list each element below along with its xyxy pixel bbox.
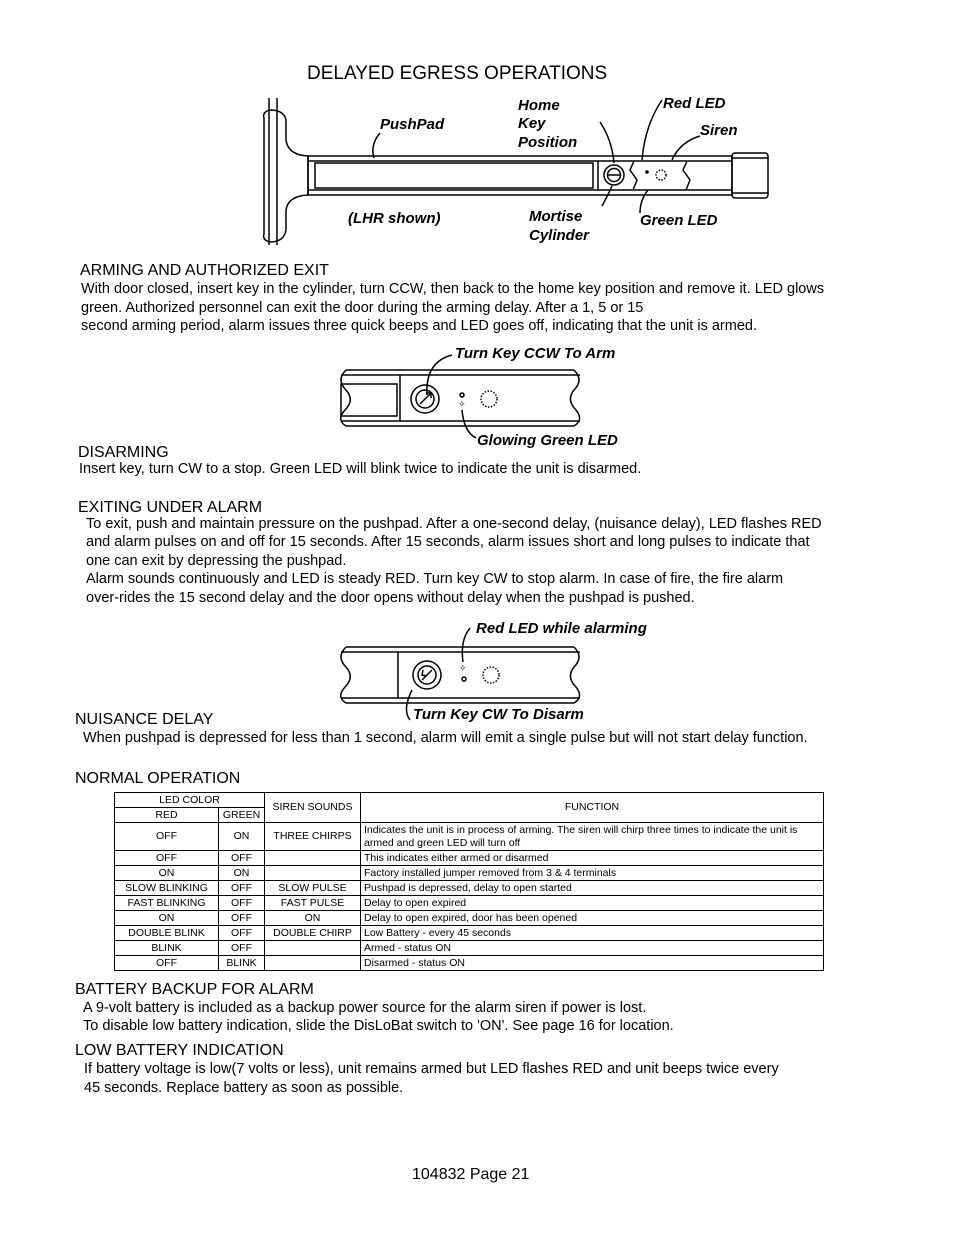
battery-heading: BATTERY BACKUP FOR ALARM: [75, 981, 314, 998]
mortise-label-line2: Cylinder: [529, 227, 590, 244]
function-cell: Factory installed jumper removed from 3 & 4 terminals: [361, 866, 824, 881]
siren-cell: FAST PULSE: [265, 896, 361, 911]
red-cell: ON: [115, 866, 219, 881]
siren-cell: [265, 866, 361, 881]
svg-text:✧: ✧: [459, 664, 467, 674]
turn-key-ccw-label: Turn Key CCW To Arm: [455, 345, 616, 362]
red-led-label: Red LED: [663, 95, 726, 112]
page-footer: 104832 Page 21: [412, 1166, 530, 1183]
exiting-line-5: over-rides the 15 second delay and the door opens without delay when the pushpad is pushed.: [86, 590, 695, 606]
table-row: [115, 851, 824, 866]
home-key-label-line2: Key: [518, 115, 546, 132]
svg-text:✧: ✧: [458, 400, 466, 410]
siren-cell: [265, 851, 361, 866]
table-row: [115, 866, 824, 881]
siren-label: Siren: [700, 122, 738, 139]
green-cell: OFF: [219, 881, 265, 896]
disarming-heading: DISARMING: [78, 444, 169, 461]
siren-cell: [265, 941, 361, 956]
green-cell: OFF: [219, 926, 265, 941]
siren-cell: DOUBLE CHIRP: [265, 926, 361, 941]
home-key-label-line1: Home: [518, 97, 560, 114]
lhr-label: (LHR shown): [348, 210, 441, 227]
battery-line-1: A 9-volt battery is included as a backup power source for the alarm siren if power is lost.: [83, 1000, 647, 1016]
turn-key-cw-label: Turn Key CW To Disarm: [413, 706, 584, 723]
siren-cell: SLOW PULSE: [265, 881, 361, 896]
table-row: [115, 896, 824, 911]
arming-line-3: second arming period, alarm issues three quick beeps and LED goes off, indicating that the unit is armed.: [81, 318, 757, 334]
table-row: [115, 941, 824, 956]
siren-cell: [265, 956, 361, 971]
exiting-heading: EXITING UNDER ALARM: [78, 499, 263, 516]
low-battery-heading: LOW BATTERY INDICATION: [75, 1042, 284, 1059]
exiting-line-3: one can exit by depressing the pushpad.: [86, 553, 347, 569]
battery-line-2: To disable low battery indication, slide the DisLoBat switch to 'ON'. See page 16 for location.: [83, 1018, 674, 1034]
function-cell: Delay to open expired: [361, 896, 824, 911]
table-row: [115, 926, 824, 941]
glowing-green-led-label: Glowing Green LED: [477, 432, 618, 449]
siren-cell: THREE CHIRPS: [265, 823, 361, 851]
green-cell: OFF: [219, 911, 265, 926]
arming-heading: ARMING AND AUTHORIZED EXIT: [80, 262, 329, 279]
function-cell: Delay to open expired, door has been opened: [361, 911, 824, 926]
exiting-line-4: Alarm sounds continuously and LED is steady RED. Turn key CW to stop alarm. In case of fire, the fire alarm: [86, 571, 784, 587]
table-row: [115, 956, 824, 971]
disarming-text: Insert key, turn CW to a stop. Green LED will blink twice to indicate the unit is disarmed.: [79, 461, 642, 477]
low-battery-line-1: If battery voltage is low(7 volts or less), unit remains armed but LED flashes RED and unit beeps twice every: [84, 1061, 779, 1077]
red-cell: OFF: [115, 823, 219, 851]
table-row: [115, 823, 824, 851]
function-header: FUNCTION: [361, 793, 824, 823]
green-cell: ON: [219, 866, 265, 881]
low-battery-line-2: 45 seconds. Replace battery as soon as possible.: [84, 1080, 404, 1096]
function-cell: Low Battery - every 45 seconds: [361, 926, 824, 941]
green-cell: BLINK: [219, 956, 265, 971]
function-cell: Pushpad is depressed, delay to open started: [361, 881, 824, 896]
function-cell: Disarmed - status ON: [361, 956, 824, 971]
siren-cell: ON: [265, 911, 361, 926]
red-cell: OFF: [115, 956, 219, 971]
red-cell: DOUBLE BLINK: [115, 926, 219, 941]
exiting-line-1: To exit, push and maintain pressure on the pushpad. After a one-second delay, (nuisance delay), LED flashes RED: [86, 516, 822, 532]
table-row: [115, 911, 824, 926]
arming-line-2: green. Authorized personnel can exit the door during the arming delay. After a 1, 5 or 15: [81, 300, 644, 316]
nuisance-heading: NUISANCE DELAY: [75, 711, 214, 728]
led-color-header: LED COLOR: [115, 793, 265, 808]
green-cell: OFF: [219, 941, 265, 956]
siren-header: SIREN SOUNDS: [265, 793, 361, 823]
normal-operation-table: [114, 792, 824, 971]
table-header-row: [115, 793, 824, 808]
function-cell: Armed - status ON: [361, 941, 824, 956]
table-row: [115, 881, 824, 896]
arming-line-1: With door closed, insert key in the cylinder, turn CCW, then back to the home key position and remove it. LED glows: [81, 281, 825, 297]
function-cell: This indicates either armed or disarmed: [361, 851, 824, 866]
exiting-line-2: and alarm pulses on and off for 15 seconds. After 15 seconds, alarm issues short and long pulses to indicate that: [86, 534, 810, 550]
red-cell: BLINK: [115, 941, 219, 956]
red-led-alarming-label: Red LED while alarming: [476, 620, 647, 637]
red-cell: SLOW BLINKING: [115, 881, 219, 896]
nuisance-text: When pushpad is depressed for less than 1 second, alarm will emit a single pulse but will not start delay function.: [83, 730, 808, 746]
function-cell: Indicates the unit is in process of arming. The siren will chirp three times to indicate the unit is armed and green LED will turn off: [361, 823, 824, 851]
green-led-label: Green LED: [640, 212, 718, 229]
red-cell: OFF: [115, 851, 219, 866]
normal-heading: NORMAL OPERATION: [75, 770, 241, 787]
green-cell: OFF: [219, 851, 265, 866]
red-cell: FAST BLINKING: [115, 896, 219, 911]
green-header: GREEN: [219, 808, 265, 823]
pushpad-label: PushPad: [380, 116, 445, 133]
green-cell: OFF: [219, 896, 265, 911]
mortise-label-line1: Mortise: [529, 208, 583, 225]
green-cell: ON: [219, 823, 265, 851]
red-header: RED: [115, 808, 219, 823]
home-key-label-line3: Position: [518, 134, 578, 151]
page-title: DELAYED EGRESS OPERATIONS: [307, 63, 608, 84]
red-cell: ON: [115, 911, 219, 926]
